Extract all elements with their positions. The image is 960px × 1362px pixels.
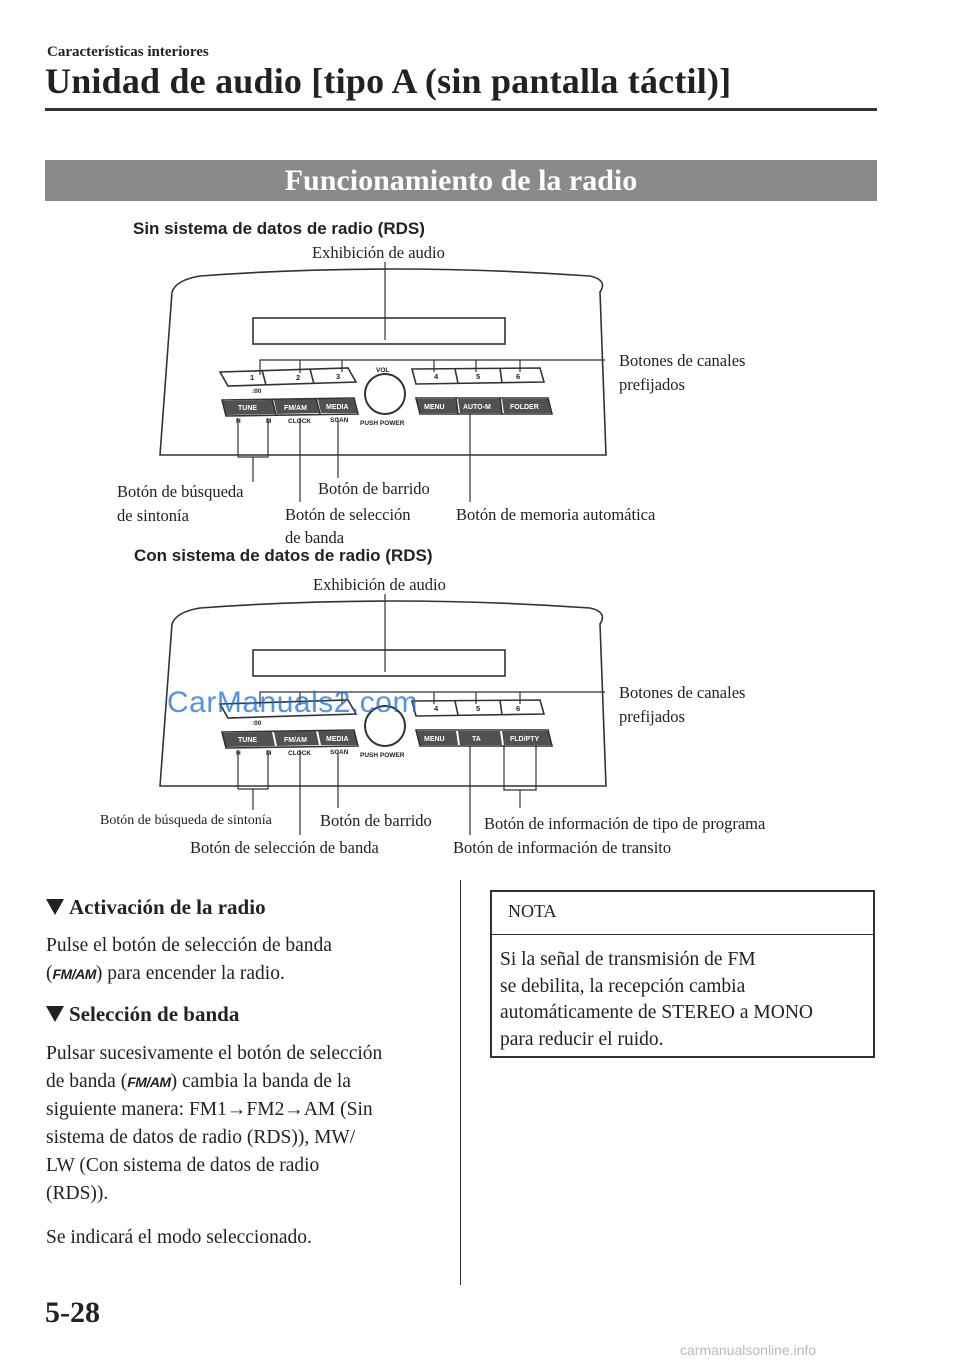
activation-text-line2: (FM/AM) para encender la radio.: [46, 960, 285, 988]
preset-5-text-rds: 5: [476, 704, 481, 713]
tune-text-rds: TUNE: [238, 737, 258, 744]
automem-text: AUTO-M: [463, 404, 491, 411]
note-box: [490, 890, 875, 1058]
triangle-marker-icon: [46, 1006, 64, 1022]
m-text-rds: M: [266, 750, 272, 757]
fmam-button-glyph: FM/AM: [127, 1074, 171, 1090]
push-power-text: PUSH POWER: [360, 420, 405, 427]
push-power-text-rds: PUSH POWER: [360, 752, 405, 759]
fmam-text: FM/AM: [284, 405, 307, 412]
m-text: M: [266, 418, 272, 425]
leader-lines-top: [238, 262, 605, 502]
menu-text-rds: MENU: [424, 736, 445, 743]
preset-1-text: 1: [250, 373, 255, 382]
diagram-heading-rds: Con sistema de datos de radio (RDS): [134, 546, 433, 565]
page-title: Unidad de audio [tipo A (sin pantalla táctil)]: [45, 61, 732, 101]
preset-6-text-rds: 6: [516, 704, 521, 713]
label-band-button-line1: Botón de selección: [285, 505, 411, 524]
clock-text-rds: CLOCK: [288, 750, 312, 757]
label-preset-buttons-line1: Botones de canales: [619, 351, 746, 370]
preset-6-text: 6: [516, 372, 521, 381]
diagram-heading-no-rds: Sin sistema de datos de radio (RDS): [133, 219, 425, 238]
preset-5-text: 5: [476, 372, 481, 381]
label-band-button-rds: Botón de selección de banda: [190, 838, 379, 857]
vol-text: VOL: [376, 367, 390, 374]
footer-url: carmanualsonline.info: [680, 1342, 817, 1358]
page-number: 5-28: [45, 1296, 100, 1329]
tune-text: TUNE: [238, 405, 258, 412]
label-scan-button-rds: Botón de barrido: [320, 811, 432, 830]
label-seek-button-rds: Botón de búsqueda de sintonía: [100, 813, 272, 828]
note-title: NOTA: [508, 901, 557, 921]
fmam-button-glyph: FM/AM: [52, 966, 96, 982]
label-ta-button: Botón de información de transito: [453, 838, 672, 857]
note-header: [492, 892, 873, 935]
activation-text-line1: Pulse el botón de selección de banda: [46, 935, 332, 956]
preset-1-sub-text-rds: :00: [252, 720, 262, 727]
preset-3-text: 3: [336, 372, 341, 381]
label-audio-display: Exhibición de audio: [312, 243, 445, 262]
h-text-rds: H: [236, 750, 241, 757]
heading-radio-activation: Activación de la radio: [46, 895, 266, 920]
section-banner: Funcionamiento de la radio: [45, 160, 877, 201]
band-text-line3: siguiente manera: FM1→FM2→AM (Sin: [46, 1099, 373, 1120]
preset-2-text: 2: [296, 373, 301, 382]
radio-unit-no-rds-text: [236, 367, 539, 427]
label-seek-button-line2: de sintonía: [117, 506, 189, 525]
band-text-line1: Pulsar sucesivamente el botón de selección: [46, 1043, 383, 1064]
label-pty-button: Botón de información de tipo de programa: [484, 814, 766, 833]
label-band-button-line2: de banda: [285, 528, 345, 547]
ta-text: TA: [472, 736, 481, 743]
label-seek-button-line1: Botón de búsqueda: [117, 482, 244, 501]
band-text-line2: de banda (FM/AM) cambia la banda de la: [46, 1068, 351, 1096]
heading-band-selection: Selección de banda: [46, 1002, 239, 1027]
media-text-rds: MEDIA: [326, 736, 349, 743]
preset-4-text: 4: [434, 372, 439, 381]
media-text: MEDIA: [326, 404, 349, 411]
clock-text: CLOCK: [288, 418, 312, 425]
column-divider: [460, 880, 461, 1285]
radio-unit-rds-buttons-fill: [222, 731, 551, 747]
band-text-line7: Se indicará el modo seleccionado.: [46, 1227, 312, 1248]
label-preset-buttons-rds-line1: Botones de canales: [619, 683, 746, 702]
watermark: CarManuals2.com: [167, 686, 418, 719]
folder-text: FOLDER: [510, 404, 539, 411]
band-text-line5: LW (Con sistema de datos de radio: [46, 1155, 320, 1176]
label-audio-display-rds: Exhibición de audio: [313, 575, 446, 594]
menu-text: MENU: [424, 404, 445, 411]
triangle-marker-icon: [46, 899, 64, 915]
fmam-text-rds: FM/AM: [284, 737, 307, 744]
preset-1-sub-text: :00: [252, 388, 262, 395]
radio-unit-no-rds: [160, 269, 606, 455]
note-text: Si la señal de transmisión de FM se debilita, la recepción cambia automáticamente de STEREO a MONO para reducir el ruido.: [500, 949, 813, 1050]
scan-text-rds: SCAN: [330, 749, 349, 756]
fldpty-text: FLD/PTY: [510, 736, 540, 743]
band-text-line4: sistema de datos de radio (RDS)), MW/: [46, 1127, 356, 1148]
preset-4-text-rds: 4: [434, 704, 439, 713]
h-text: H: [236, 418, 241, 425]
section-label: Características interiores: [47, 44, 209, 60]
label-scan-button: Botón de barrido: [318, 479, 430, 498]
scan-text: SCAN: [330, 417, 349, 424]
label-preset-buttons-line2: prefijados: [619, 375, 685, 394]
band-text-line6: (RDS)).: [46, 1183, 109, 1204]
label-preset-buttons-rds-line2: prefijados: [619, 707, 685, 726]
label-automem-button: Botón de memoria automática: [456, 505, 656, 524]
